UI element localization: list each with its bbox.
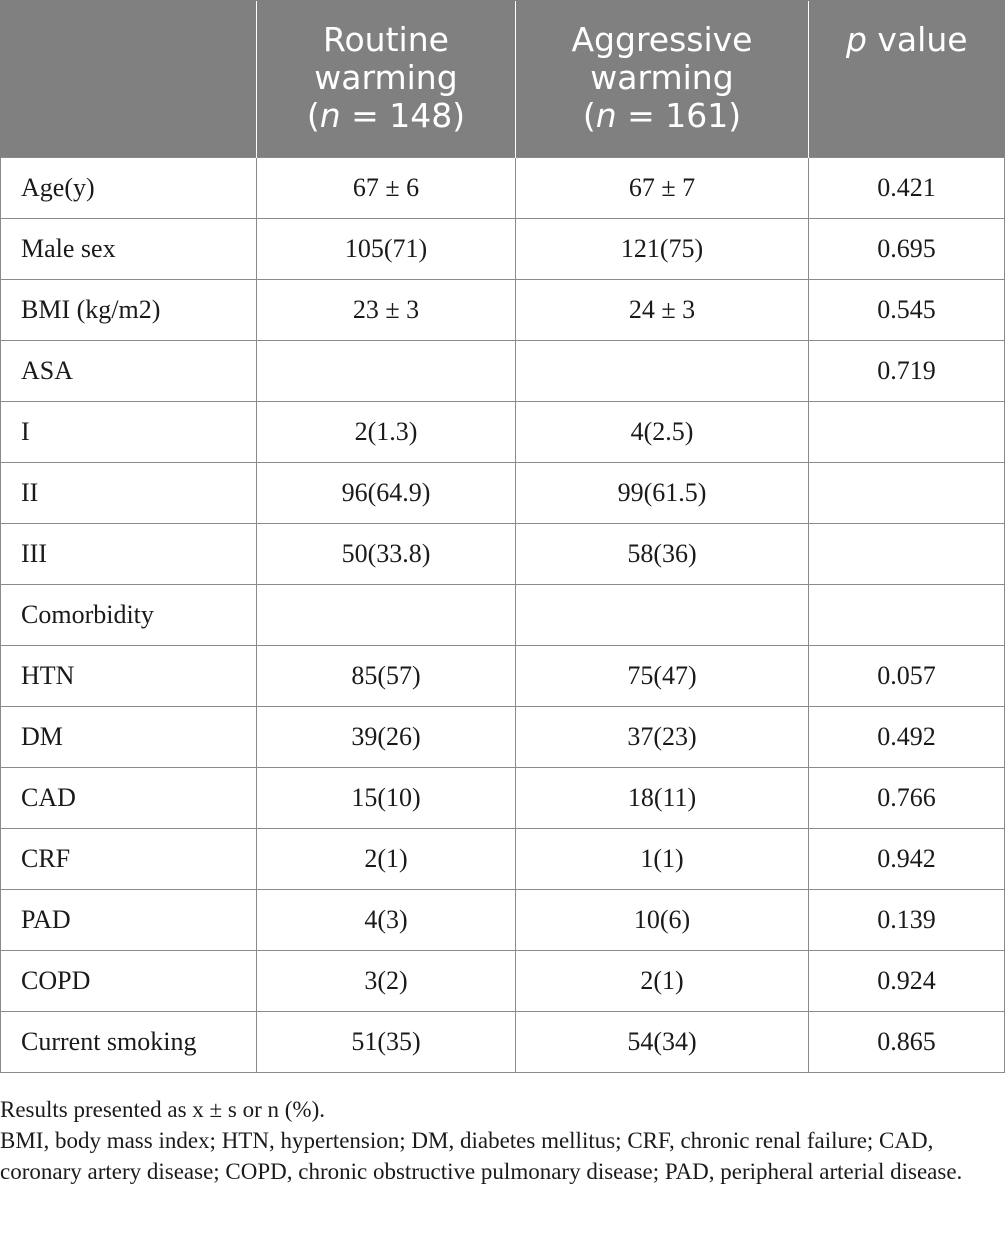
routine-warming-cell: 39(26) [257, 707, 516, 768]
row-label-cell: III [1, 524, 257, 585]
routine-warming-cell: 3(2) [257, 951, 516, 1012]
row-label-cell: Male sex [1, 219, 257, 280]
routine-warming-cell: 2(1.3) [257, 402, 516, 463]
row-label-cell: Age(y) [1, 158, 257, 219]
header-aggressive-warming: Aggressive warming (n = 161) [516, 1, 809, 158]
row-label-cell: HTN [1, 646, 257, 707]
row-label-cell: II [1, 463, 257, 524]
p-value-cell: 0.719 [809, 341, 1005, 402]
aggressive-warming-cell: 121(75) [516, 219, 809, 280]
table-row [1, 280, 1005, 341]
table-row [1, 158, 1005, 219]
table-row [1, 890, 1005, 951]
row-label-cell: COPD [1, 951, 257, 1012]
aggressive-warming-cell: 4(2.5) [516, 402, 809, 463]
p-value-cell: 0.695 [809, 219, 1005, 280]
header-aggressive-line2: warming [590, 58, 734, 97]
footnote-results-format: Results presented as x ± s or n (%). [0, 1097, 325, 1122]
routine-warming-cell [257, 585, 516, 646]
table-row [1, 646, 1005, 707]
table-row [1, 951, 1005, 1012]
table-header [1, 1, 1005, 158]
aggressive-warming-cell [516, 585, 809, 646]
footnote-abbreviations: BMI, body mass index; HTN, hypertension; DM, diabetes mellitus; CRF, chronic renal failure; CAD, coronary artery disease; COPD, chronic obstructive pulmonary disease; PAD, peripheral arterial disease. [0, 1128, 963, 1184]
header-routine-n-symbol: n [319, 96, 341, 135]
header-routine-line1: Routine [323, 20, 449, 59]
table-row [1, 1012, 1005, 1073]
header-empty-cell [1, 1, 257, 158]
row-label-cell: I [1, 402, 257, 463]
aggressive-warming-cell: 18(11) [516, 768, 809, 829]
p-value-cell: 0.545 [809, 280, 1005, 341]
routine-warming-cell [257, 341, 516, 402]
header-routine-warming: Routine warming (n = 148) [257, 1, 516, 158]
row-label-cell: BMI (kg/m2) [1, 280, 257, 341]
p-value-cell: 0.924 [809, 951, 1005, 1012]
aggressive-warming-cell: 54(34) [516, 1012, 809, 1073]
p-value-cell [809, 524, 1005, 585]
row-label-cell: DM [1, 707, 257, 768]
table-row [1, 524, 1005, 585]
routine-warming-cell: 23 ± 3 [257, 280, 516, 341]
aggressive-warming-cell: 75(47) [516, 646, 809, 707]
routine-warming-cell: 67 ± 6 [257, 158, 516, 219]
p-value-cell [809, 585, 1005, 646]
aggressive-warming-cell: 67 ± 7 [516, 158, 809, 219]
table-row [1, 219, 1005, 280]
p-value-cell: 0.421 [809, 158, 1005, 219]
row-label-cell: CRF [1, 829, 257, 890]
header-p-value [809, 1, 1005, 158]
header-routine-line2: warming [314, 58, 458, 97]
header-p-rest: value [866, 20, 968, 59]
aggressive-warming-cell: 58(36) [516, 524, 809, 585]
header-aggressive-n-symbol: n [595, 96, 617, 135]
aggressive-warming-cell [516, 341, 809, 402]
aggressive-warming-cell: 10(6) [516, 890, 809, 951]
table-row [1, 829, 1005, 890]
header-p-symbol: p [845, 20, 867, 59]
aggressive-warming-cell: 1(1) [516, 829, 809, 890]
aggressive-warming-cell: 24 ± 3 [516, 280, 809, 341]
routine-warming-cell: 4(3) [257, 890, 516, 951]
table-row [1, 585, 1005, 646]
aggressive-warming-cell: 37(23) [516, 707, 809, 768]
row-label-cell: PAD [1, 890, 257, 951]
table-row [1, 707, 1005, 768]
table-body [1, 158, 1005, 1073]
header-aggressive-n-value: = 161) [616, 96, 742, 135]
row-label-cell: CAD [1, 768, 257, 829]
routine-warming-cell: 15(10) [257, 768, 516, 829]
p-value-cell [809, 463, 1005, 524]
table-row [1, 341, 1005, 402]
table-row [1, 768, 1005, 829]
header-row [1, 1, 1005, 158]
row-label-cell: Current smoking [1, 1012, 257, 1073]
routine-warming-cell: 2(1) [257, 829, 516, 890]
row-label-cell: ASA [1, 341, 257, 402]
p-value-cell [809, 402, 1005, 463]
aggressive-warming-cell: 2(1) [516, 951, 809, 1012]
p-value-cell: 0.766 [809, 768, 1005, 829]
p-value-cell: 0.865 [809, 1012, 1005, 1073]
p-value-cell: 0.492 [809, 707, 1005, 768]
aggressive-warming-cell: 99(61.5) [516, 463, 809, 524]
header-aggressive-line1: Aggressive [571, 20, 753, 59]
table-footnotes [0, 1094, 1000, 1187]
table-row [1, 463, 1005, 524]
table-row [1, 402, 1005, 463]
p-value-cell: 0.139 [809, 890, 1005, 951]
row-label-cell: Comorbidity [1, 585, 257, 646]
routine-warming-cell: 85(57) [257, 646, 516, 707]
p-value-cell: 0.942 [809, 829, 1005, 890]
routine-warming-cell: 50(33.8) [257, 524, 516, 585]
routine-warming-cell: 51(35) [257, 1012, 516, 1073]
routine-warming-cell: 96(64.9) [257, 463, 516, 524]
header-routine-n-value: = 148) [340, 96, 466, 135]
routine-warming-cell: 105(71) [257, 219, 516, 280]
p-value-cell: 0.057 [809, 646, 1005, 707]
